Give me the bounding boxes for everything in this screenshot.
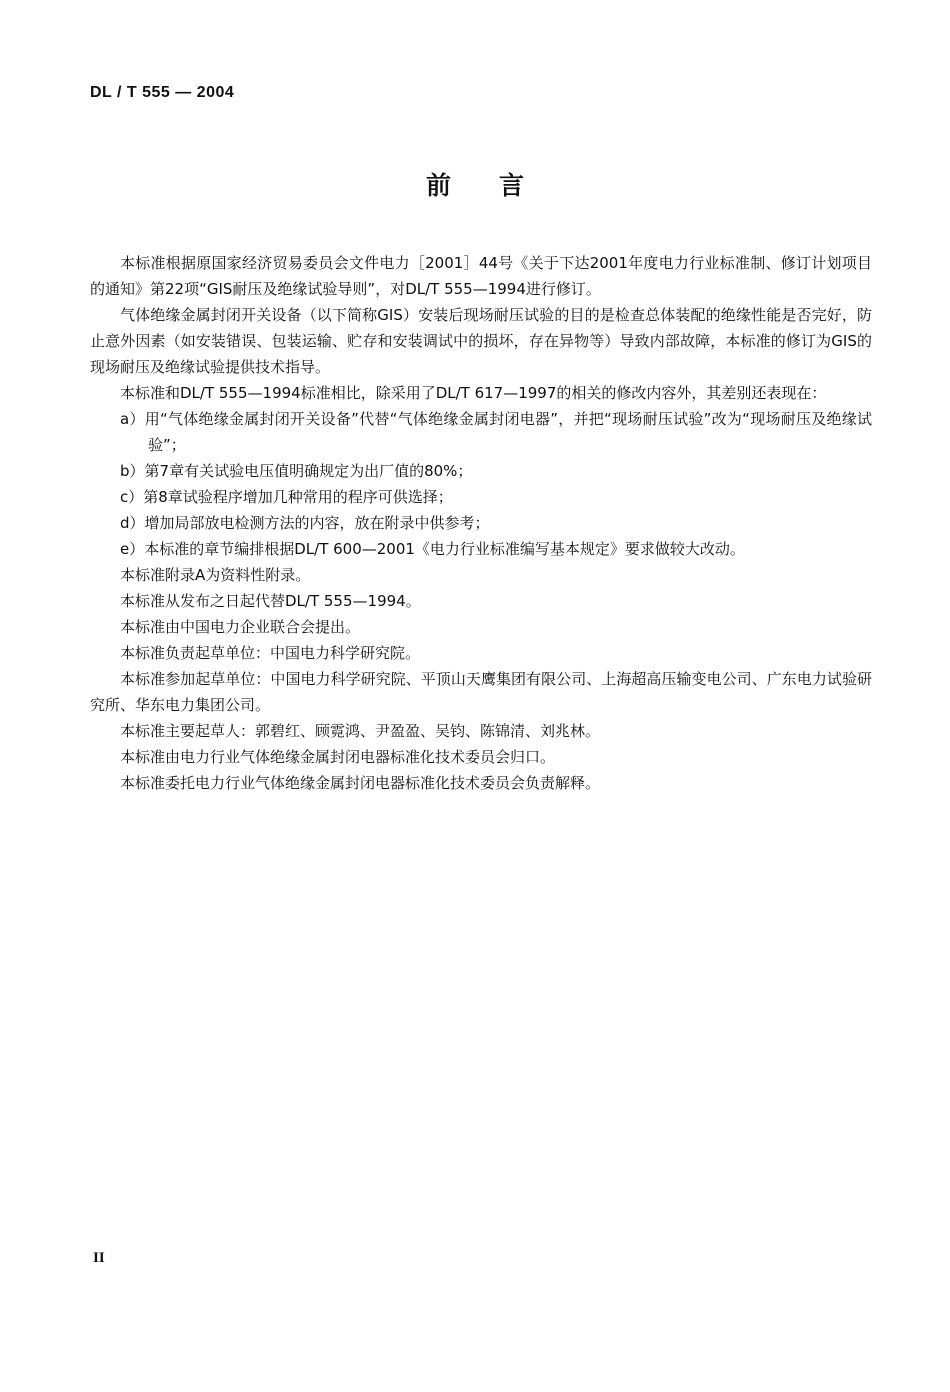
list-item-a: a）用“气体绝缘金属封闭开关设备”代替“气体绝缘金属封闭电器”，并把“现场耐压试验”改为“现场耐压及绝缘试验”； [120,410,872,454]
list-item-e: e）本标准的章节编排根据DL/T 600—2001《电力行业标准编写基本规定》要求做较大改动。 [120,540,745,558]
paragraph-appendix-note: 本标准附录A为资料性附录。 [120,566,311,584]
page-number: II [93,1250,105,1266]
paragraph-test-purpose: 气体绝缘金属封闭开关设备（以下简称GIS）安装后现场耐压试验的目的是检查总体装配的绝缘性能是否完好，防止意外因素（如安装错误、包装运输、贮存和安装调试中的损坏，存在异物等）导致内部故障，本标准的修订为GIS的现场耐压及绝缘试验提供技术指导。 [90,306,872,376]
paragraph-replacement-note: 本标准从发布之日起代替DL/T 555—1994。 [120,592,421,610]
page-title: 前言 [425,171,572,200]
paragraph-revision-basis: 本标准根据原国家经济贸易委员会文件电力［2001］44号《关于下达2001年度电力行业标准制、修订计划项目的通知》第22项“GIS耐压及绝缘试验导则”，对DL/T 555—1994进行修订。 [90,254,872,298]
paragraph-interpretation: 本标准委托电力行业气体绝缘金属封闭电器标准化技术委员会负责解释。 [120,774,601,792]
list-item-d: d）增加局部放电检测方法的内容，放在附录中供参考； [120,514,490,532]
foreword-body [90,250,872,796]
paragraph-participating-drafters: 本标准参加起草单位：中国电力科学研究院、平顶山天鹰集团有限公司、上海超高压输变电公司、广东电力试验研究所、华东电力集团公司。 [90,670,872,714]
paragraph-administration: 本标准由电力行业气体绝缘金属封闭电器标准化技术委员会归口。 [120,748,556,766]
list-item-b: b）第7章有关试验电压值明确规定为出厂值的80%； [120,462,473,480]
list-item-c: c）第8章试验程序增加几种常用的程序可供选择； [120,488,453,506]
paragraph-main-authors: 本标准主要起草人：郭碧红、顾霓鸿、尹盈盈、吴钧、陈锦清、刘兆林。 [120,722,601,740]
paragraph-proposer: 本标准由中国电力企业联合会提出。 [120,618,361,636]
paragraph-differences-intro: 本标准和DL/T 555—1994标准相比，除采用了DL/T 617—1997的相关的修改内容外，其差别还表现在： [120,384,827,402]
standard-code-header: DL / T 555 — 2004 [90,84,235,101]
paragraph-lead-drafter: 本标准负责起草单位：中国电力科学研究院。 [120,644,421,662]
